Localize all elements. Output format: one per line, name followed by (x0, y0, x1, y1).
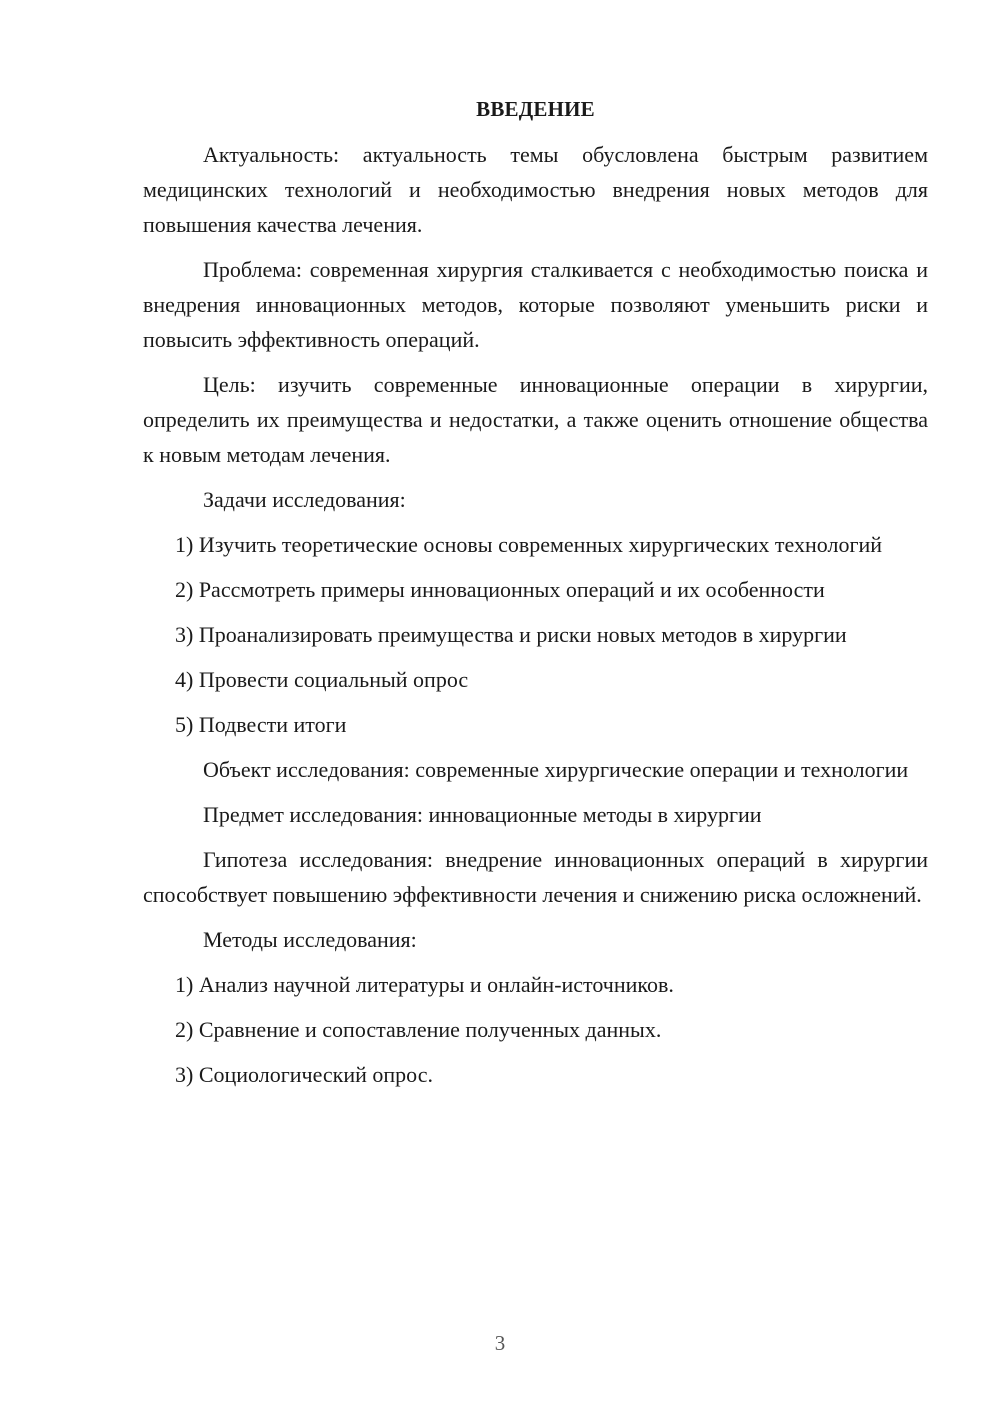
document-page (143, 92, 928, 1102)
goal-paragraph: Цель: изучить современные инновационные операции в хирургии, определить их преимущества и недостатки, а также оценить отношение общества к новым методам лечения. (143, 372, 928, 467)
task-item: 3) Проанализировать преимущества и риски новых методов в хирургии (175, 622, 847, 647)
hypothesis-paragraph: Гипотеза исследования: внедрение инновационных операций в хирургии способствует повышению эффективности лечения и снижению риска осложнений. (143, 847, 928, 907)
task-item: 5) Подвести итоги (175, 712, 347, 737)
page-number: 3 (494, 1331, 506, 1355)
method-item: 1) Анализ научной литературы и онлайн-источников. (175, 972, 674, 997)
subject-paragraph: Предмет исследования: инновационные методы в хирургии (203, 802, 762, 827)
problem-paragraph: Проблема: современная хирургия сталкивается с необходимостью поиска и внедрения инновационных методов, которые позволяют уменьшить риски и повысить эффективность операций. (143, 257, 928, 352)
tasks-heading: Задачи исследования: (203, 487, 406, 512)
method-item: 3) Социологический опрос. (175, 1062, 433, 1087)
relevance-paragraph: Актуальность: актуальность темы обусловлена быстрым развитием медицинских технологий и необходимостью внедрения новых методов для повышения качества лечения. (143, 142, 928, 237)
object-paragraph: Объект исследования: современные хирургические операции и технологии (203, 757, 909, 782)
task-item: 2) Рассмотреть примеры инновационных операций и их особенности (175, 577, 825, 602)
methods-heading: Методы исследования: (203, 927, 417, 952)
method-item: 2) Сравнение и сопоставление полученных данных. (175, 1017, 662, 1042)
task-item: 4) Провести социальный опрос (175, 667, 469, 692)
section-title: ВВЕДЕНИЕ (476, 97, 595, 121)
task-item: 1) Изучить теоретические основы современных хирургических технологий (175, 532, 883, 557)
